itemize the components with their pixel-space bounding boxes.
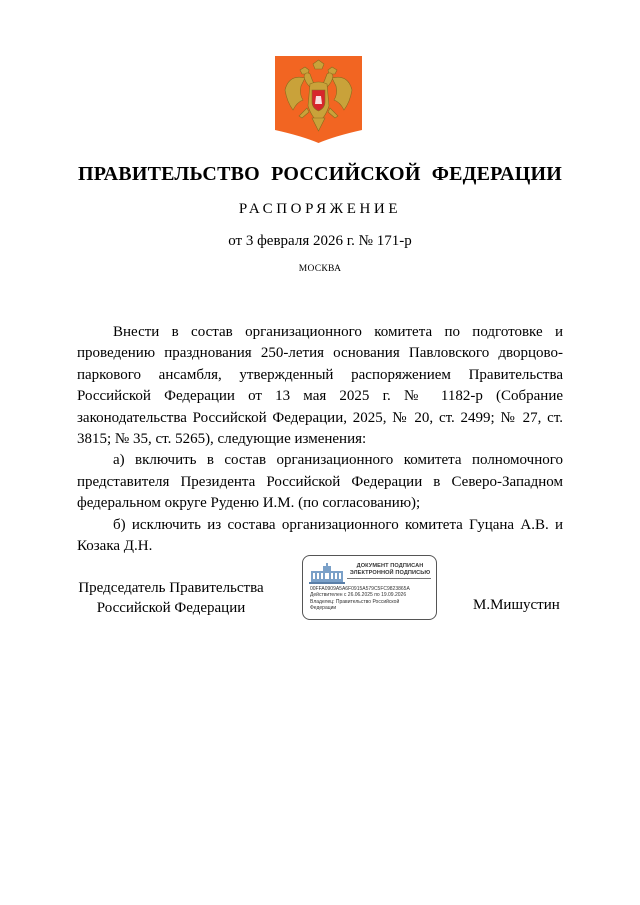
electronic-signature-stamp [302,555,437,620]
certificate-serial: 00FFA0909A5A6F0915A579C5FC9823865A [310,586,410,592]
signatory-position [76,578,266,618]
document-type: РАСПОРЯЖЕНИЕ [238,201,402,217]
body-paragraph: а) включить в состав организационного комитета полномочного представителя Президента Российской Федерации в Северо-Западном федеральном округе Руденю И.М. (по согласованию); [77,452,563,512]
certificate-validity: Действителен с 26.06.2025 по 19.09.2026 [310,592,407,599]
coat-of-arms-emblem [275,56,362,143]
signatory-name: М.Мишустин [473,597,560,613]
body-paragraph: б) исключить из состава организационного комитета Гуцана А.В. и Козака Д.Н. [77,516,563,555]
body-paragraph: Внести в состав организационного комитета по подготовке и проведению празднования 250-летия основания Павловского дворцово-паркового ансамбля, утвержденный распоряжением Правительства Российской Федерации от 13 мая 2025 г. № 1182-р (Собрание законодательства Российской Федерации, 2025, № 20, ст. 2499; № 27, ст. 3815; № 35, ст. 5265), следующие изменения: [77,324,563,448]
certificate-owner: Федерации [310,604,337,611]
stamp-heading [347,563,433,577]
government-building-icon [309,562,345,584]
signatory-position-line: Председатель Правительства [78,580,264,596]
stamp-divider [347,578,431,579]
document-title: ПРАВИТЕЛЬСТВО РОССИЙСКОЙ ФЕДЕРАЦИИ [78,163,562,185]
stamp-heading-line: ДОКУМЕНТ ПОДПИСАН [356,563,424,569]
document-body [77,322,563,557]
certificate-owner: Владелец: Правительство Российской [310,598,400,605]
stamp-heading-line: ЭЛЕКТРОННОЙ ПОДПИСЬЮ [349,570,431,576]
document-city: МОСКВА [298,264,342,274]
signatory-position-line: Российской Федерации [96,600,246,616]
document-date-number: от 3 февраля 2026 г. № 171-р [228,233,412,249]
stamp-details [310,586,434,611]
